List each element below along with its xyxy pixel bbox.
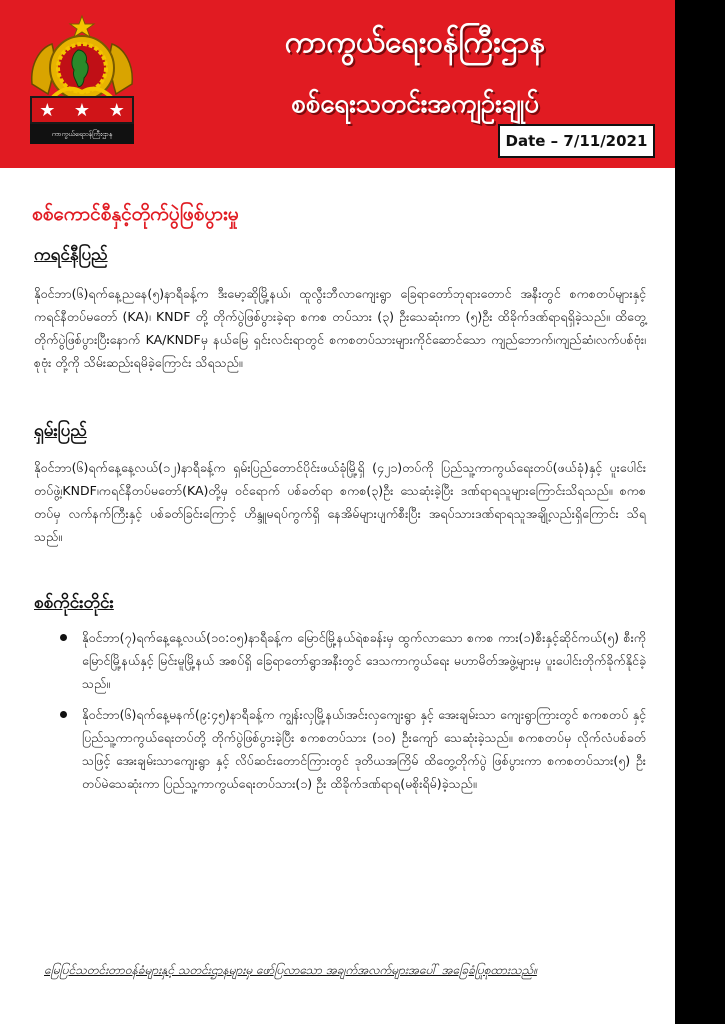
footer-source-note: မြေပြင်သတင်းတာဝန်ခံများနှင့် သတင်းဌာနများမှ ဖော်ပြလာသော အချက်အလက်များအပေါ် အခြေခံပြုစုထားသည်။ (44, 963, 537, 977)
emblem-stars (30, 98, 134, 122)
star-icon: ★ (73, 99, 91, 121)
header-banner (0, 0, 675, 168)
ministry-title: ကာကွယ်ရေးဝန်ကြီးဌာန (284, 25, 546, 60)
section-heading-shan: ရှမ်းပြည် (34, 421, 87, 441)
bullet-icon (60, 634, 67, 641)
bullet-icon (60, 711, 67, 718)
emblem-caption: ကာကွယ်ရေးဝန်ကြီးဌာန (30, 124, 134, 144)
section-heading-sagaing: စစ်ကိုင်းတိုင်း (34, 593, 114, 613)
list-item-text: နိုဝင်ဘာ(၆)ရက်နေ့မနက်(၉:၄၅)နာရီခန့်က ကျွန်းလှမြို့နယ်၊အင်းလှကျေးရွာ နှင့် အေးချမ်းသာ ကျေးရွာကြားတွင် စကစတပ် နှင့် ပြည်သူ့ကာကွယ်ရေးတပ်တို့ တိုက်ပွဲဖြစ်ပွားခဲ့ပြီး စကစတပ်သား (၁၀) ဦးကျော် သေဆုံးခဲ့သည်။ စကစတပ်မှ လိုက်လံပစ်ခတ် သဖြင့် အေးချမ်းသာကျေးရွာ နှင့် လိပ်ဆင်းတောင်ကြားတွင် ဒုတိယအကြိမ် ထိတွေ့တိုက်ပွဲ ဖြစ်ပွားကာ စကစတပ်သား(၅) ဦး တပ်မဲသေဆုံးကာ ပြည်သူ့ကာကွယ်ရေးတပ်သား(၁) ဦး ထိခိုက်ဒဏ်ရာရ(မစိုးရိမ်)ခဲ့သည်။ (82, 707, 646, 791)
star-icon: ★ (39, 99, 56, 121)
section-heading-karenni: ကရင်နီပြည် (34, 245, 108, 265)
section-text-shan: နိုဝင်ဘာ(၆)ရက်နေ့နေ့လယ်(၁၂)နာရီခန့်က ရှမ်းပြည်တောင်ပိုင်းဖယ်ခုံမြို့ရှိ (၄၂၁)တပ်ကို ပြည်သူ့ကာကွယ်ရေးတပ်(ဖယ်ခုံ)နှင့် ပူးပေါင်းတပ်ဖွဲ့၊KNDF၊ကရင်နီတပ်မတော်(KA)တို့မှ ဝင်ရောက် ပစ်ခတ်ရာ စကစ(၃)ဦး သေဆုံးခဲ့ပြီး ဒဏ်ရာရသူများကြောင်းသိရသည်။ စကစတပ်မှ လက်နက်ကြီးနှင့် ပစ်ခတ်ခြင်းကြောင့် ဟိန္ဒူမရပ်ကွက်ရှိ နေအိမ်များပျက်စီးပြီး အရပ်သားဒဏ်ရာရသူအချို့လည်းရှိကြောင်း သိရသည်။ (34, 460, 646, 544)
section-text-karenni: နိုဝင်ဘာ(၆)ရက်နေ့ညနေ(၅)နာရီခန့်က ဒီးမော့ဆိုမြို့နယ်၊ ထူလွီးဘီလာကျေးရွာ ခြေရာတော်ဘုရားတောင် အနီးတွင် စကစတပ်များနှင့် ကရင်နီတပ်မတော် (KA)၊ KNDF တို့ တိုက်ပွဲဖြစ်ပွားခဲ့ရာ စကစ တပ်သား (၃) ဦးသေဆုံးကာ (၅)ဦး ထိခိုက်ဒဏ်ရာရရှိခဲ့သည်။ ထိတွေ့တိုက်ပွဲဖြစ်ပွားပြီးနောက် KA/KNDFမှ နယ်မြေ ရှင်းလင်းရာတွင် စကစတပ်သားများကိုင်ဆောင်သော ကျည်ဘောက်၊ကျည်ဆံ၊လက်ပစ်ဗုံး၊ စုဗုံး တို့ကို သိမ်းဆည်းရမိခဲ့ကြောင်း သိရသည်။ (34, 286, 646, 370)
date-label: Date – 7/11/2021 (498, 124, 655, 158)
bulletin-title: စစ်ရေးသတင်းအကျဉ်းချုပ် (290, 89, 540, 119)
list-item (60, 703, 646, 795)
sagaing-bullet-list (60, 626, 646, 803)
list-item-text: နိုဝင်ဘာ(၇)ရက်နေ့နေ့လယ်(၁၀:၀၅)နာရီခန့်က မြောင်မြို့နယ်ရဲစခန်းမှ ထွက်လာသော စကစ ကား(၁)စီးနှင့်ဆိုင်ကယ်(၅) စီးကို မြောင်မြို့နယ်နှင့် မြင်းမူမြို့နယ် အစပ်ရှိ ခြေရာတော်ရွာအနီးတွင် ဒေသကာကွယ်ရေး မဟာမိတ်အဖွဲ့များမှ ပူးပေါင်းတိုက်ခိုက်နိုင်ခဲ့သည်။ (82, 630, 646, 691)
list-item (60, 626, 646, 695)
main-heading: စစ်ကောင်စီနှင့်တိုက်ပွဲဖြစ်ပွားမှု (32, 203, 239, 225)
star-icon: ★ (108, 99, 125, 121)
page-edge-dark (675, 0, 725, 1024)
